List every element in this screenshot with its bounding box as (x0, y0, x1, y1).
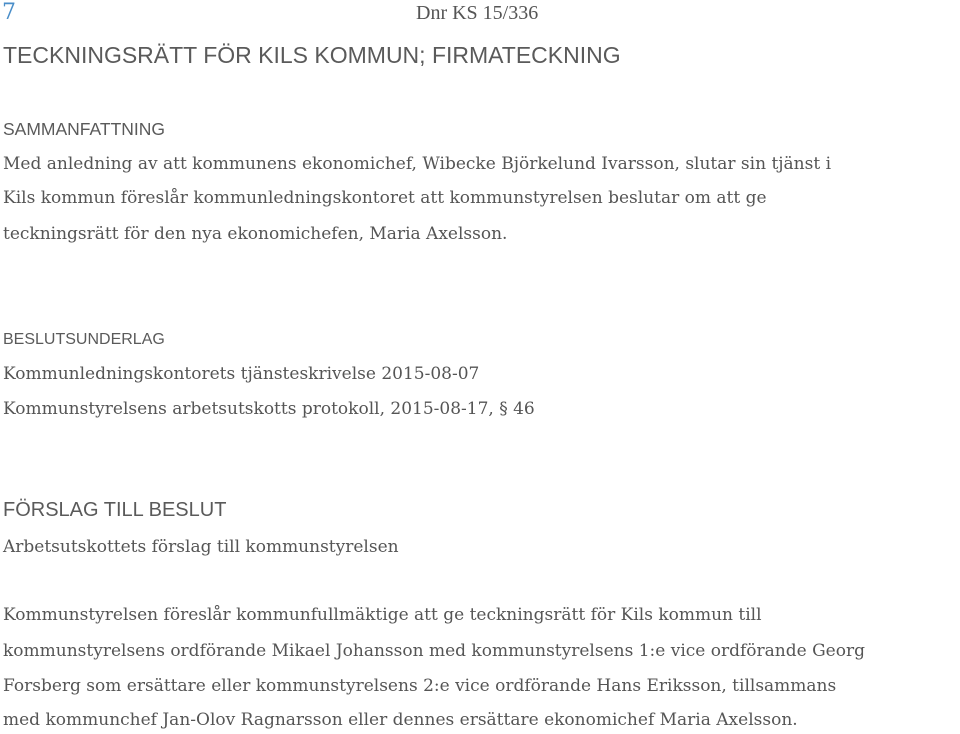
proposal-line: Forsberg som ersättare eller kommunstyrelsens 2:e vice ordförande Hans Eriksson, tillsammans (3, 676, 837, 696)
summary-line: Med anledning av att kommunens ekonomichef, Wibecke Björkelund Ivarsson, slutar sin tjänst i (3, 154, 832, 174)
proposal-subheading: Arbetsutskottets förslag till kommunstyrelsen (3, 537, 399, 557)
basis-line: Kommunstyrelsens arbetsutskotts protokoll, 2015-08-17, § 46 (3, 399, 535, 419)
basis-line: Kommunledningskontorets tjänsteskrivelse 2015-08-07 (3, 364, 480, 384)
proposal-line: Kommunstyrelsen föreslår kommunfullmäktige att ge teckningsrätt för Kils kommun till (3, 605, 762, 625)
summary-line: Kils kommun föreslår kommunledningskontoret att kommunstyrelsen beslutar om att ge (3, 188, 767, 208)
summary-line: teckningsrätt för den nya ekonomichefen, Maria Axelsson. (3, 224, 508, 244)
summary-heading: SAMMANFATTNING (3, 119, 166, 139)
case-number: Dnr KS 15/336 (416, 2, 539, 24)
proposal-line: kommunstyrelsens ordförande Mikael Johansson med kommunstyrelsens 1:e vice ordförande Georg (3, 641, 865, 661)
page-title: TECKNINGSRÄTT FÖR KILS KOMMUN; FIRMATECKNING (3, 42, 621, 68)
item-number: 7 (2, 0, 16, 25)
proposal-line: med kommunchef Jan-Olov Ragnarsson eller dennes ersättare ekonomichef Maria Axelsson. (3, 710, 798, 730)
basis-heading: BESLUTSUNDERLAG (3, 331, 165, 348)
proposal-heading: FÖRSLAG TILL BESLUT (3, 499, 227, 521)
